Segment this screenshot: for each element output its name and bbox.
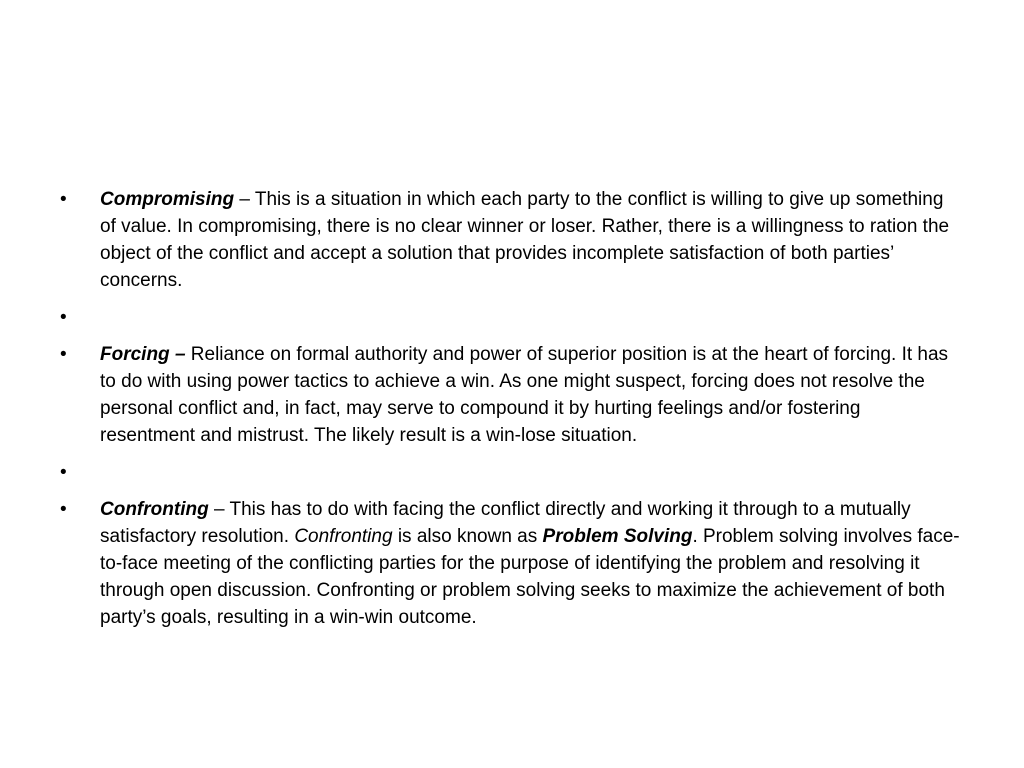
bullet-item-compromising (60, 186, 960, 294)
term-compromising: Compromising (100, 189, 235, 210)
term-forcing: Forcing – (100, 344, 186, 365)
bullet-item-confronting (60, 496, 960, 631)
description-forcing: Reliance on formal authority and power of superior position is at the heart of forcing. It has to do with using power tactics to achieve a win. As one might suspect, forcing does not resolve the personal conflict and, in fact, may serve to compound it by hurting feelings and/or fostering resentment and mistrust. The likely result is a win-lose situation. (100, 344, 949, 446)
description-confronting-part-1: – This has to do with facing the conflict directly and working it through to a mutually satisfactory resolution. (100, 499, 911, 547)
bullet-item-forcing (60, 341, 960, 449)
term-problem-solving: Problem Solving (542, 526, 693, 547)
description-confronting-part-2: is also known as (392, 526, 543, 547)
description-compromising: – This is a situation in which each party to the conflict is willing to give up something of value. In compromising, there is no clear winner or loser. Rather, there is a willingness to ration the object of the conflict and accept a solution that provides incomplete satisfaction of both parties’ concerns. (100, 189, 950, 291)
italic-confronting: Confronting (294, 526, 393, 547)
bullet-item-empty-2 (60, 459, 960, 486)
bullet-dot: • (60, 307, 67, 328)
bullet-list (60, 186, 960, 641)
term-confronting: Confronting (100, 499, 209, 520)
bullet-dot: • (60, 344, 67, 365)
bullet-item-empty-1 (60, 304, 960, 331)
bullet-dot: • (60, 189, 67, 210)
bullet-dot: • (60, 499, 67, 520)
bullet-dot: • (60, 462, 67, 483)
description-confronting-part-3: . Problem solving involves face-to-face meeting of the conflicting parties for the purpose of identifying the problem and resolving it through open discussion. Confronting or problem solving seeks to maximize the achievement of both party’s goals, resulting in a win-win outcome. (100, 526, 960, 628)
